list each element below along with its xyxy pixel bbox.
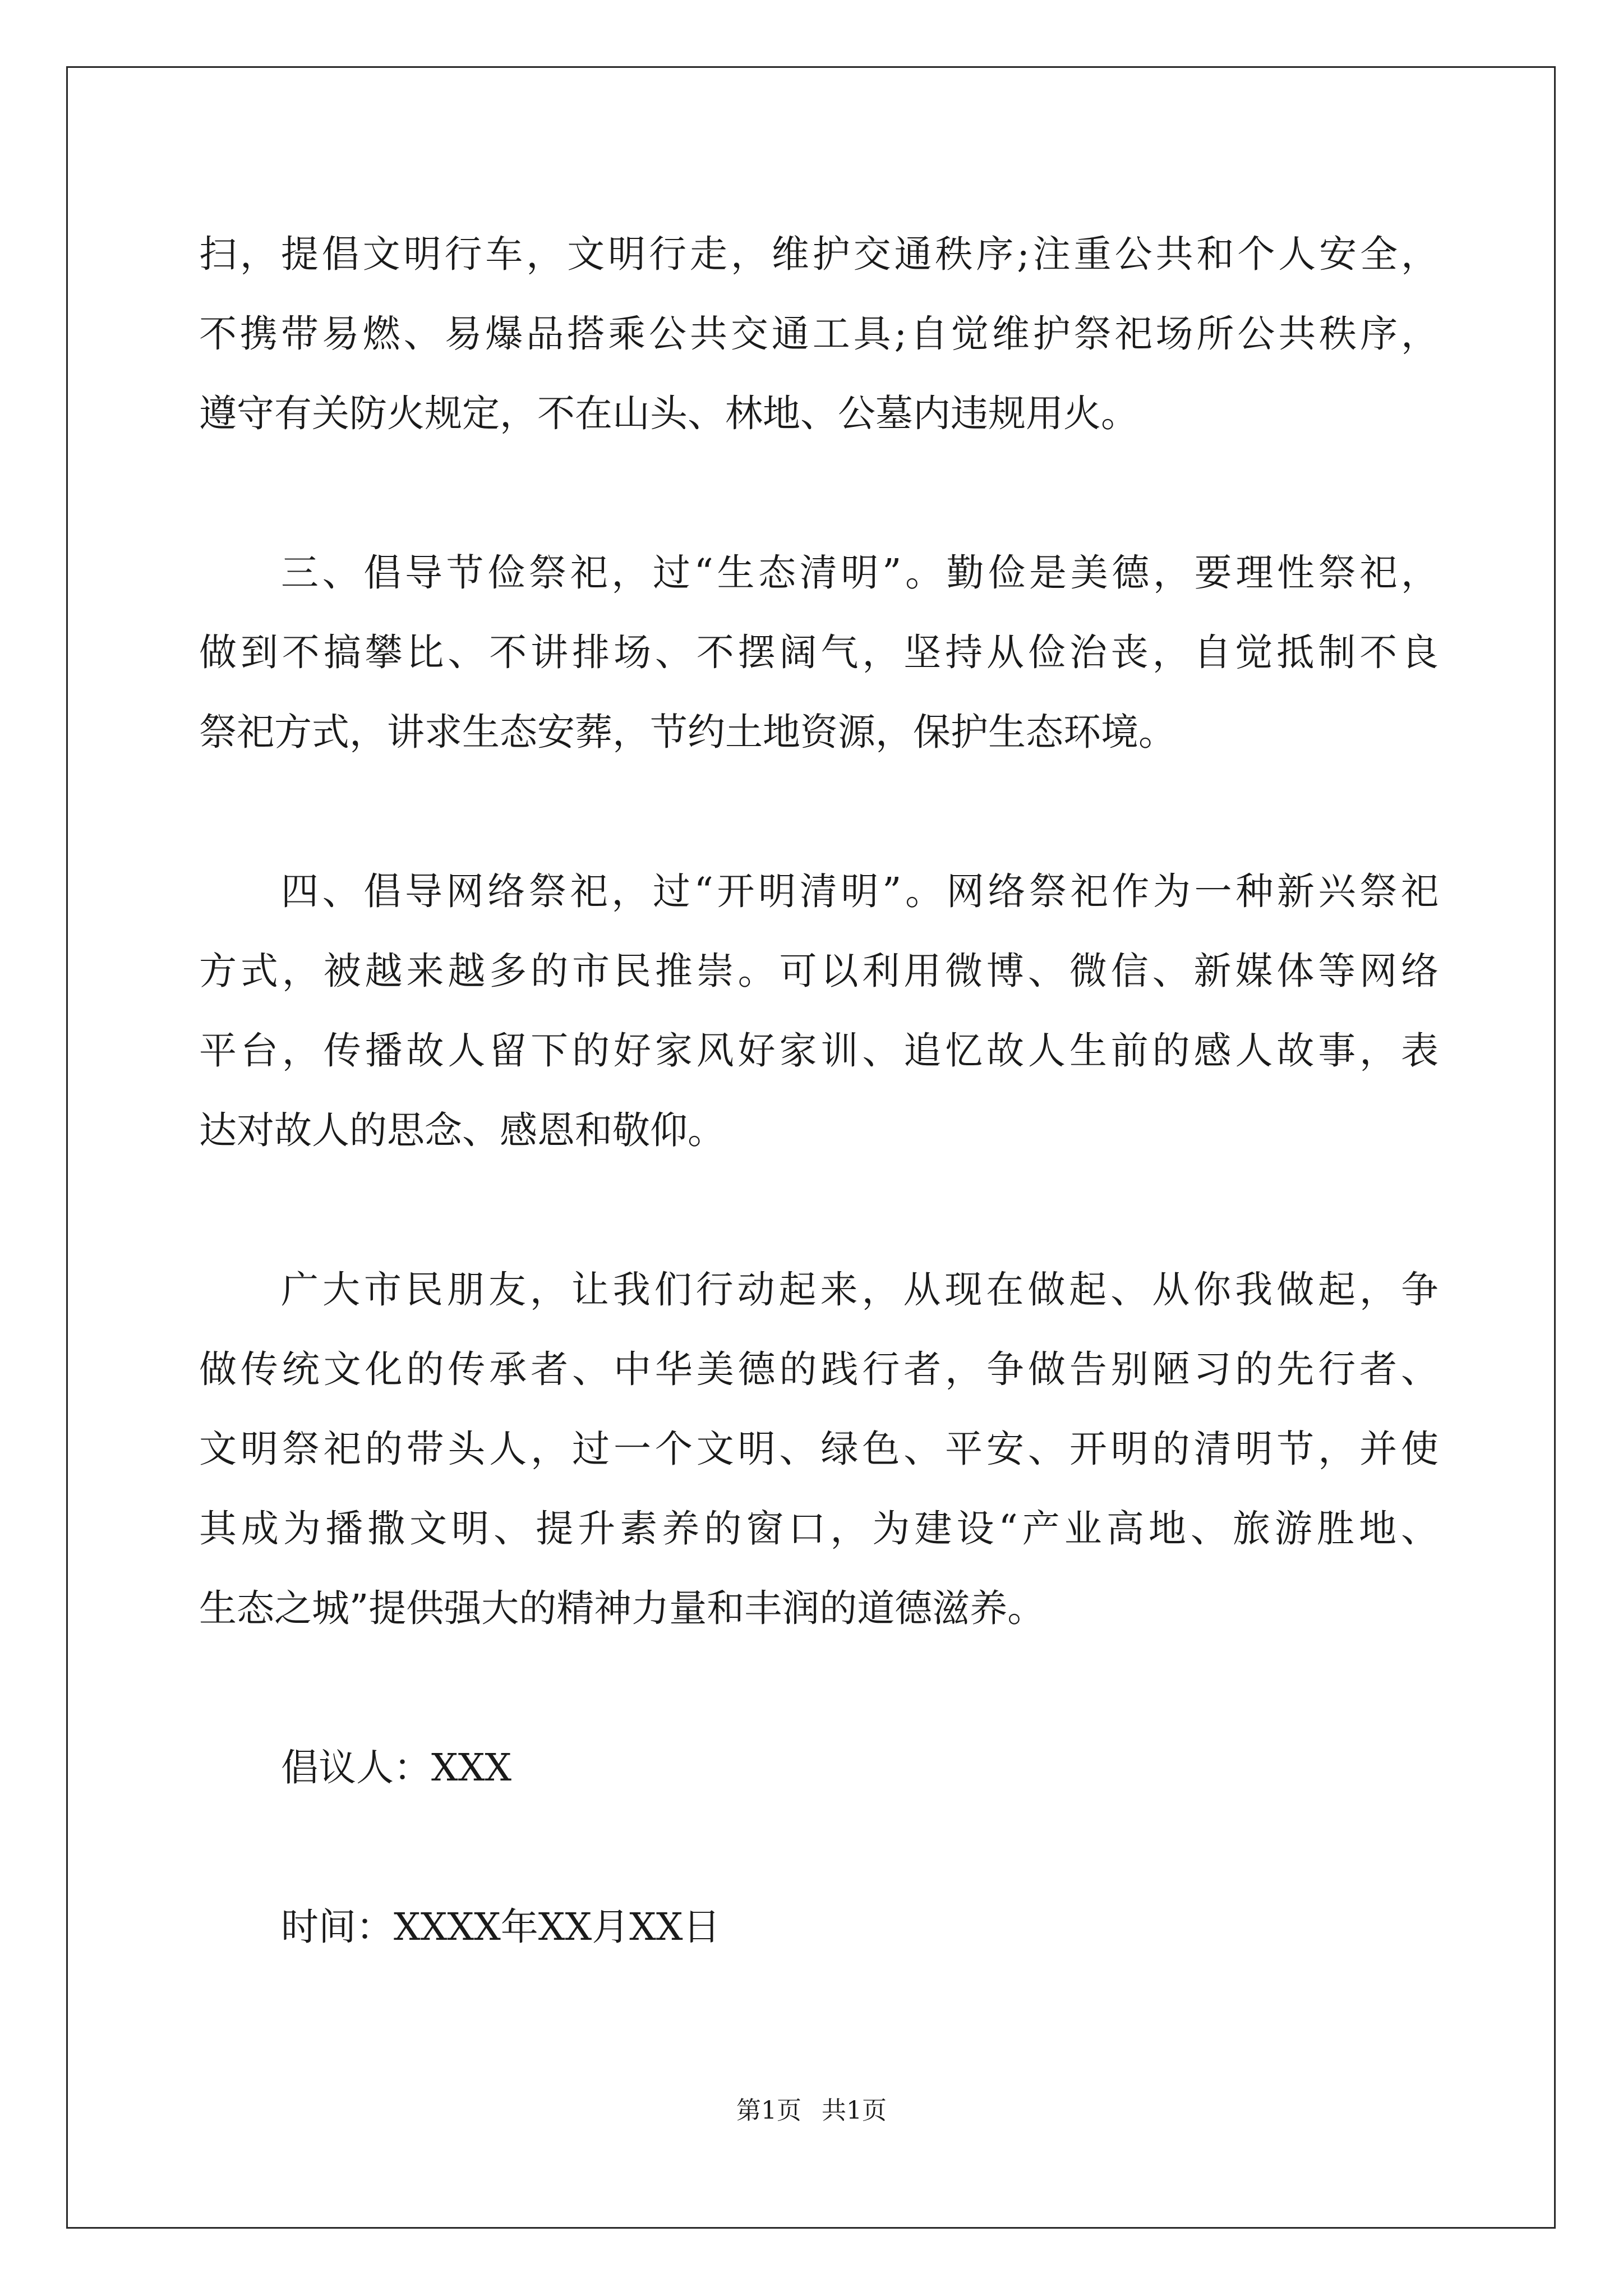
text-line: 做到不搞攀比、不讲排场、不摆阔气，坚持从俭治丧，自觉抵制不良	[199, 631, 1438, 674]
proposer-line: 倡议人：XXX	[281, 1746, 512, 1789]
page-number: 第1页	[736, 2096, 801, 2125]
text-line: 其成为播撒文明、提升素养的窗口，为建设“产业高地、旅游胜地、	[199, 1507, 1438, 1550]
page-total: 共1页	[822, 2096, 887, 2125]
document-body	[199, 214, 1438, 1967]
text-line: 平台，传播故人留下的好家风好家训、追忆故人生前的感人故事，表	[199, 1029, 1438, 1073]
text-line: 文明祭祀的带头人，过一个文明、绿色、平安、开明的清明节，并使	[199, 1427, 1438, 1471]
text-line: 四、倡导网络祭祀，过“开明清明”。网络祭祀作为一种新兴祭祀	[281, 869, 1438, 913]
text-line: 不携带易燃、易爆品搭乘公共交通工具;自觉维护祭祀场所公共秩序，	[199, 312, 1438, 356]
text-line: 生态之城”提供强大的精神力量和丰润的道德滋养。	[199, 1586, 1045, 1630]
page-footer	[0, 2094, 1623, 2128]
text-line: 达对故人的思念、感恩和敬仰。	[199, 1108, 725, 1152]
paragraph-3	[199, 852, 1438, 1170]
text-line: 扫，提倡文明行车，文明行走，维护交通秩序;注重公共和个人安全，	[199, 232, 1438, 276]
text-line: 方式，被越来越多的市民推崇。可以利用微博、微信、新媒体等网络	[199, 949, 1438, 993]
text-line: 做传统文化的传承者、中华美德的践行者，争做告别陋习的先行者、	[199, 1347, 1438, 1391]
text-line: 祭祀方式，讲求生态安葬，节约土地资源，保护生态环境。	[199, 710, 1176, 754]
paragraph-1	[199, 214, 1438, 453]
date-line: 时间：XXXX年XX月XX日	[281, 1905, 721, 1949]
paragraph-4	[199, 1250, 1438, 1648]
text-line: 广大市民朋友，让我们行动起来，从现在做起、从你我做起，争	[281, 1268, 1438, 1312]
text-line: 三、倡导节俭祭祀，过“生态清明”。勤俭是美德，要理性祭祀，	[281, 551, 1438, 595]
text-line: 遵守有关防火规定，不在山头、林地、公墓内违规用火。	[199, 392, 1138, 435]
paragraph-2	[199, 533, 1438, 772]
